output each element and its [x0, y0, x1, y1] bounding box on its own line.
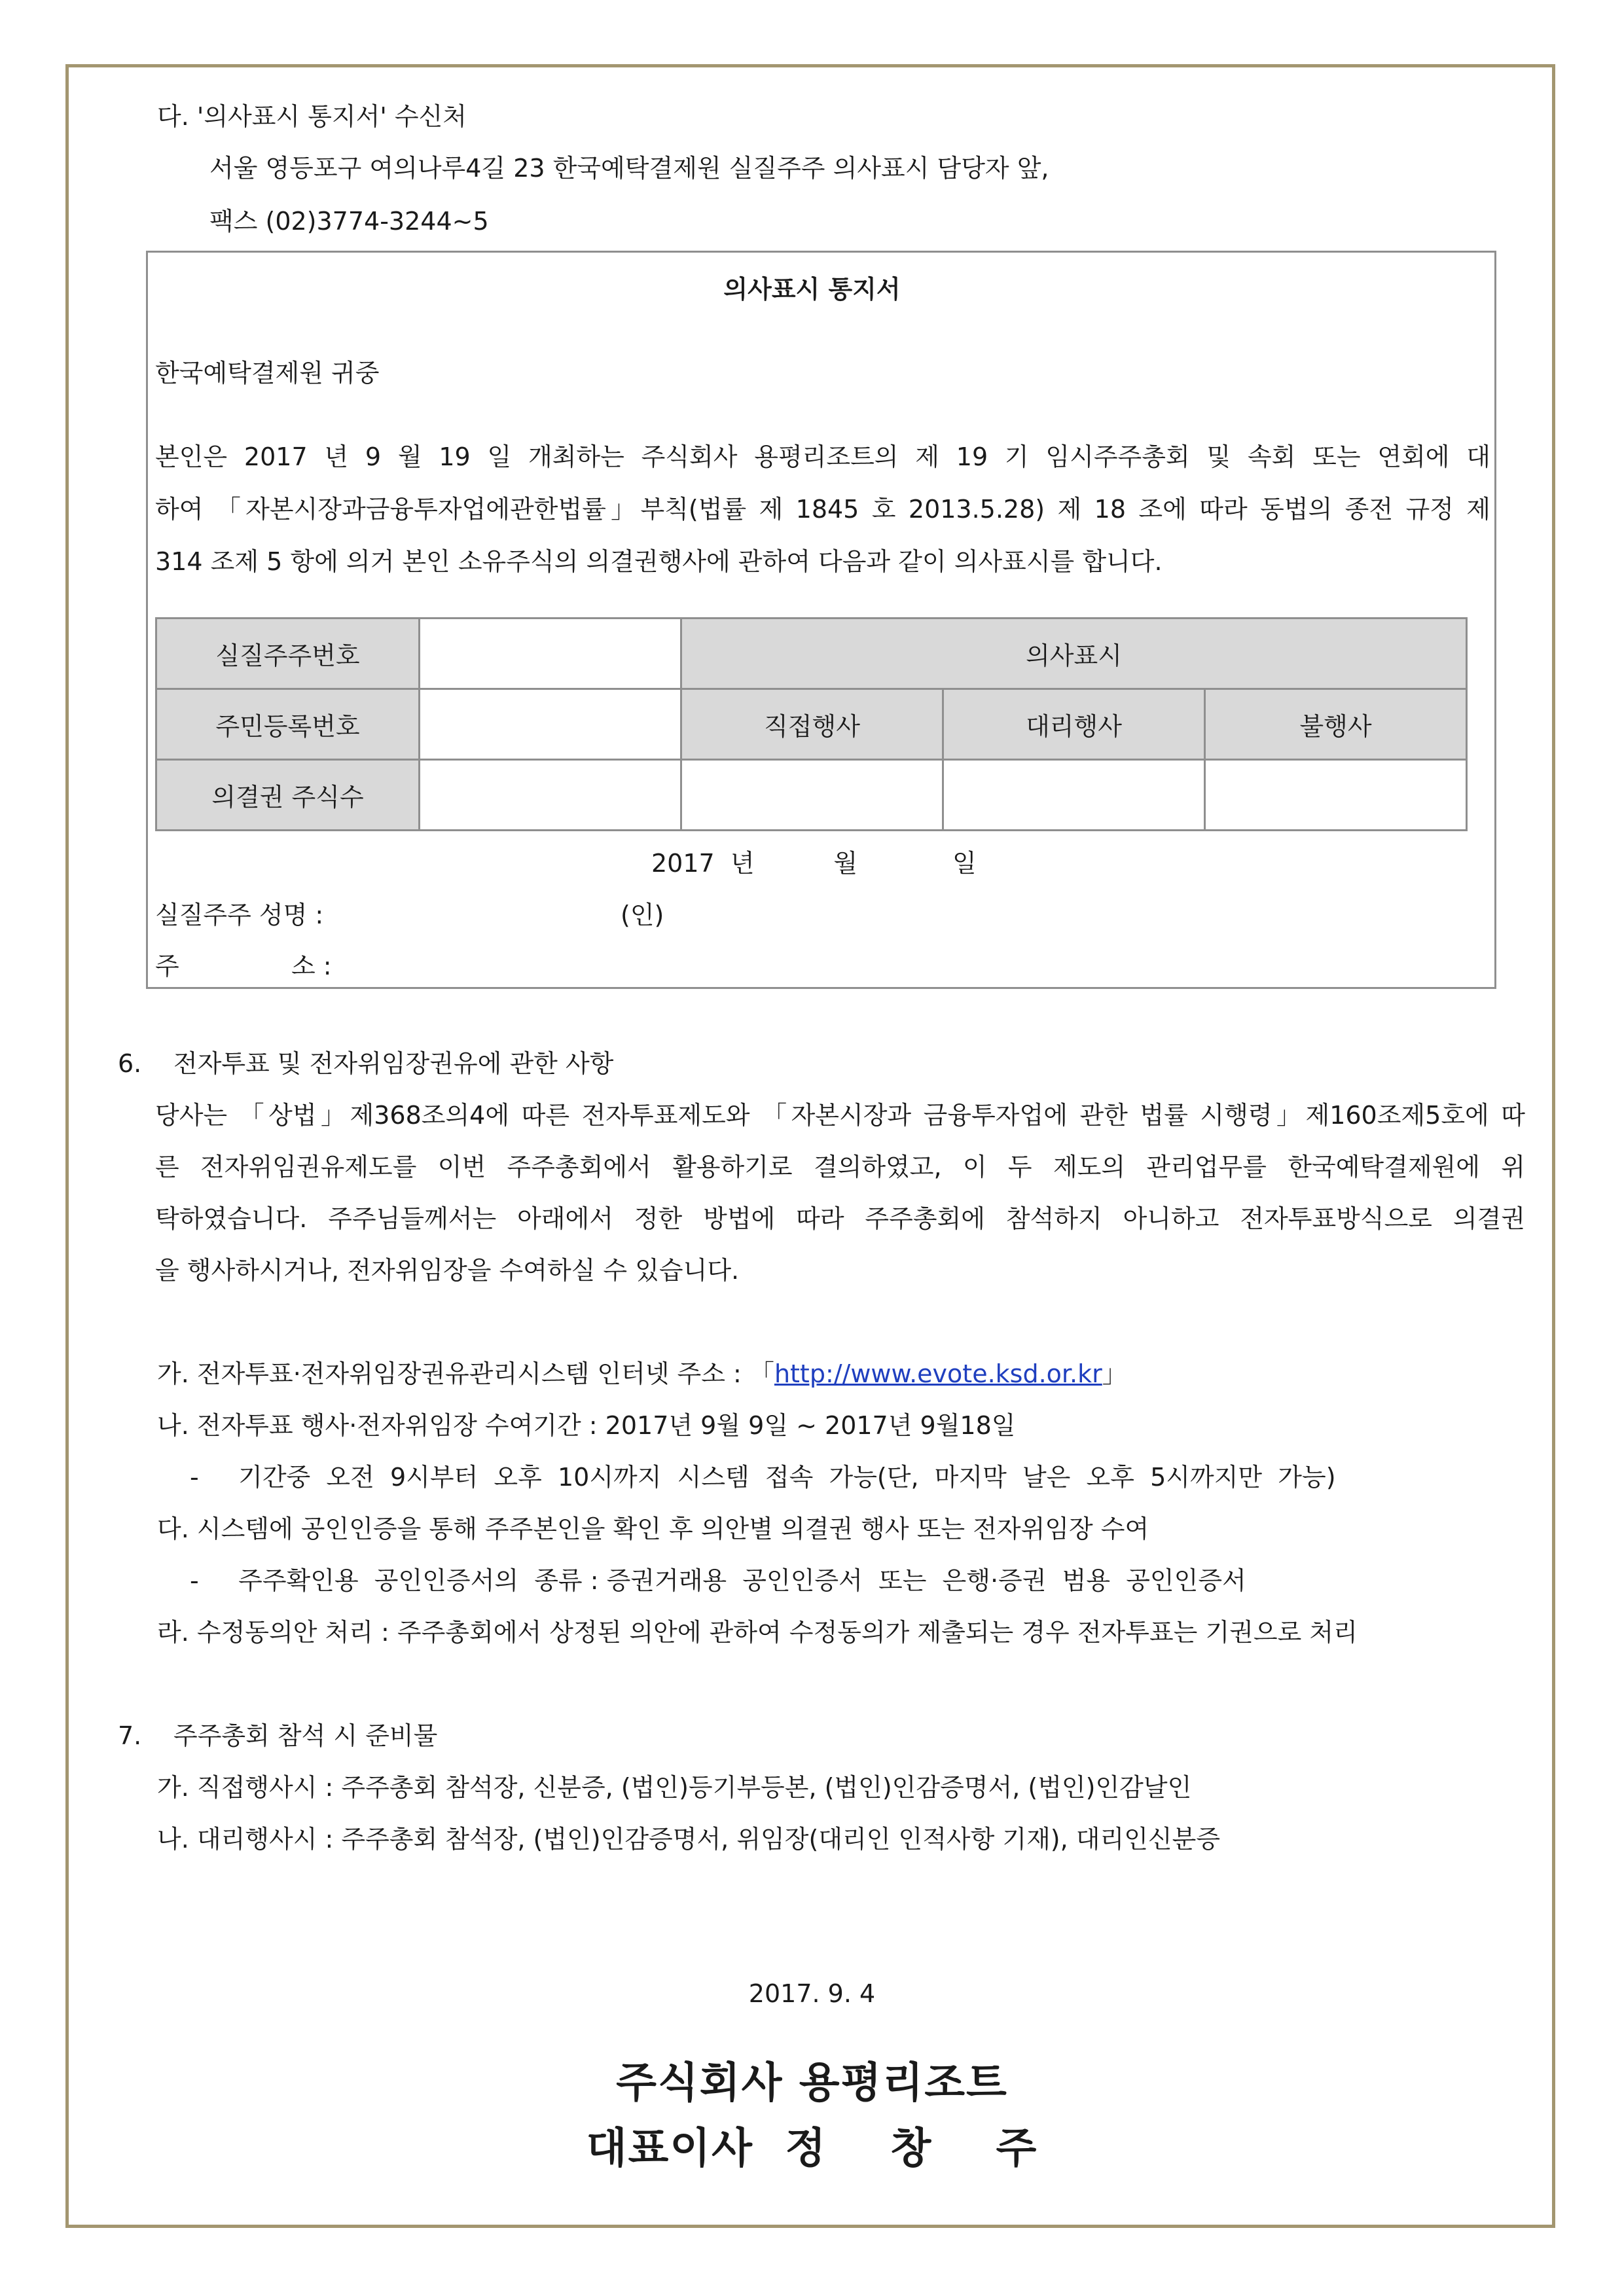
section-6-item-ga	[157, 1358, 1127, 1390]
item-ga-prefix: 가. 전자투표·전자위임장권유관리시스템 인터넷 주소 : 「	[157, 1359, 774, 1388]
row-label-resident-number: 주민등록번호	[156, 689, 420, 760]
voting-shares-cell[interactable]	[420, 760, 681, 831]
notice-body-line: 314 조제 5 항에 의거 본인 소유주식의 의결권행사에 관하여 다음과 같이 의사표시를 합니다.	[155, 547, 1163, 576]
item-ga-suffix: 」	[1102, 1359, 1127, 1388]
section-6-item-ra: 라. 수정동의안 처리 : 주주총회에서 상정된 의안에 관하여 수정동의가 제출되는 경우 전자투표는 기권으로 처리	[157, 1618, 1358, 1647]
row-label-voting-shares: 의결권 주식수	[156, 760, 420, 831]
notice-recipient: 한국예탁결제원 귀중	[155, 359, 380, 387]
intent-header: 의사표시	[681, 619, 1467, 689]
section-6-title: 전자투표 및 전자위임장권유에 관한 사항	[173, 1049, 614, 1078]
ceo-name: 대표이사 정 창 주	[586, 2125, 1038, 2173]
section-6-paragraph-line: 당사는 「상법」제368조의4에 따른 전자투표제도와 「자본시장과 금융투자업에 관한 법률 시행령」제160조제5호에 따	[155, 1101, 1525, 1130]
section-7-item-ga: 가. 직접행사시 : 주주총회 참석장, 신분증, (법인)등기부등본, (법인)인감증명서, (법인)인감날인	[157, 1773, 1192, 1802]
option-no-vote: 불행사	[1205, 689, 1467, 760]
proxy-vote-cell[interactable]	[943, 760, 1205, 831]
shareholder-name-label: 실질주주 성명 :	[155, 901, 324, 929]
issue-date: 2017. 9. 4	[748, 1979, 876, 2008]
section-da-fax: 팩스 (02)3774-3244~5	[209, 207, 489, 236]
notice-title: 의사표시 통지서	[723, 275, 901, 304]
section-7-item-na: 나. 대리행사시 : 주주총회 참석장, (법인)인감증명서, 위임장(대리인 인적사항 기재), 대리인신분증	[157, 1825, 1221, 1854]
evote-link[interactable]: http://www.evote.ksd.or.kr	[774, 1359, 1102, 1388]
section-7-number: 7.	[118, 1721, 142, 1750]
seal-mark: (인)	[621, 901, 664, 929]
section-6-item-da: 다. 시스템에 공인인증을 통해 주주본인을 확인 후 의안별 의결권 행사 또는 전자위임장 수여	[157, 1515, 1149, 1543]
section-da-address: 서울 영등포구 여의나루4길 23 한국예탁결제원 실질주주 의사표시 담당자 앞,	[209, 154, 1049, 183]
address-label-a: 주	[155, 952, 179, 980]
no-vote-cell[interactable]	[1205, 760, 1467, 831]
section-6-paragraph-line: 을 행사하시거나, 전자위임장을 수여하실 수 있습니다.	[155, 1256, 740, 1285]
section-6-item-na-sub: - 기간중 오전 9시부터 오후 10시까지 시스템 접속 가능(단, 마지막 날은 오후 5시까지만 가능)	[190, 1463, 1336, 1492]
section-da-heading: 다. '의사표시 통지서' 수신처	[157, 102, 467, 131]
vote-table	[155, 617, 1468, 831]
option-proxy-vote: 대리행사	[943, 689, 1205, 760]
notice-body-line: 하여 「자본시장과금융투자업에관한법률」부칙(법률 제 1845 호 2013.5.28) 제 18 조에 따라 동법의 종전 규정 제	[155, 495, 1490, 524]
section-7-title: 주주총회 참석 시 준비물	[173, 1721, 438, 1750]
section-6-paragraph-line: 른 전자위임권유제도를 이번 주주총회에서 활용하기로 결의하였고, 이 두 제도의 관리업무를 한국예탁결제원에 위	[155, 1153, 1525, 1181]
section-6-paragraph-line: 탁하였습니다. 주주님들께서는 아래에서 정한 방법에 따라 주주총회에 참석하지 아니하고 전자투표방식으로 의결권	[155, 1204, 1525, 1233]
address-label-b: 소 :	[291, 952, 332, 980]
row-label-shareholder-number: 실질주주번호	[156, 619, 420, 689]
section-6-number: 6.	[118, 1049, 142, 1078]
option-direct-vote: 직접행사	[681, 689, 943, 760]
company-name: 주식회사 용평리조트	[616, 2059, 1008, 2108]
section-6-item-na: 나. 전자투표 행사·전자위임장 수여기간 : 2017년 9월 9일 ~ 2017년 9월18일	[157, 1411, 1016, 1440]
direct-vote-cell[interactable]	[681, 760, 943, 831]
resident-number-cell[interactable]	[420, 689, 681, 760]
section-6-item-da-sub: - 주주확인용 공인인증서의 종류 : 증권거래용 공인인증서 또는 은행·증권 범용 공인인증서	[190, 1566, 1246, 1595]
notice-date-line: 2017 년 월 일	[651, 849, 977, 878]
shareholder-number-cell[interactable]	[420, 619, 681, 689]
notice-body-line: 본인은 2017 년 9 월 19 일 개최하는 주식회사 용평리조트의 제 19 기 임시주주총회 및 속회 또는 연회에 대	[155, 442, 1490, 471]
